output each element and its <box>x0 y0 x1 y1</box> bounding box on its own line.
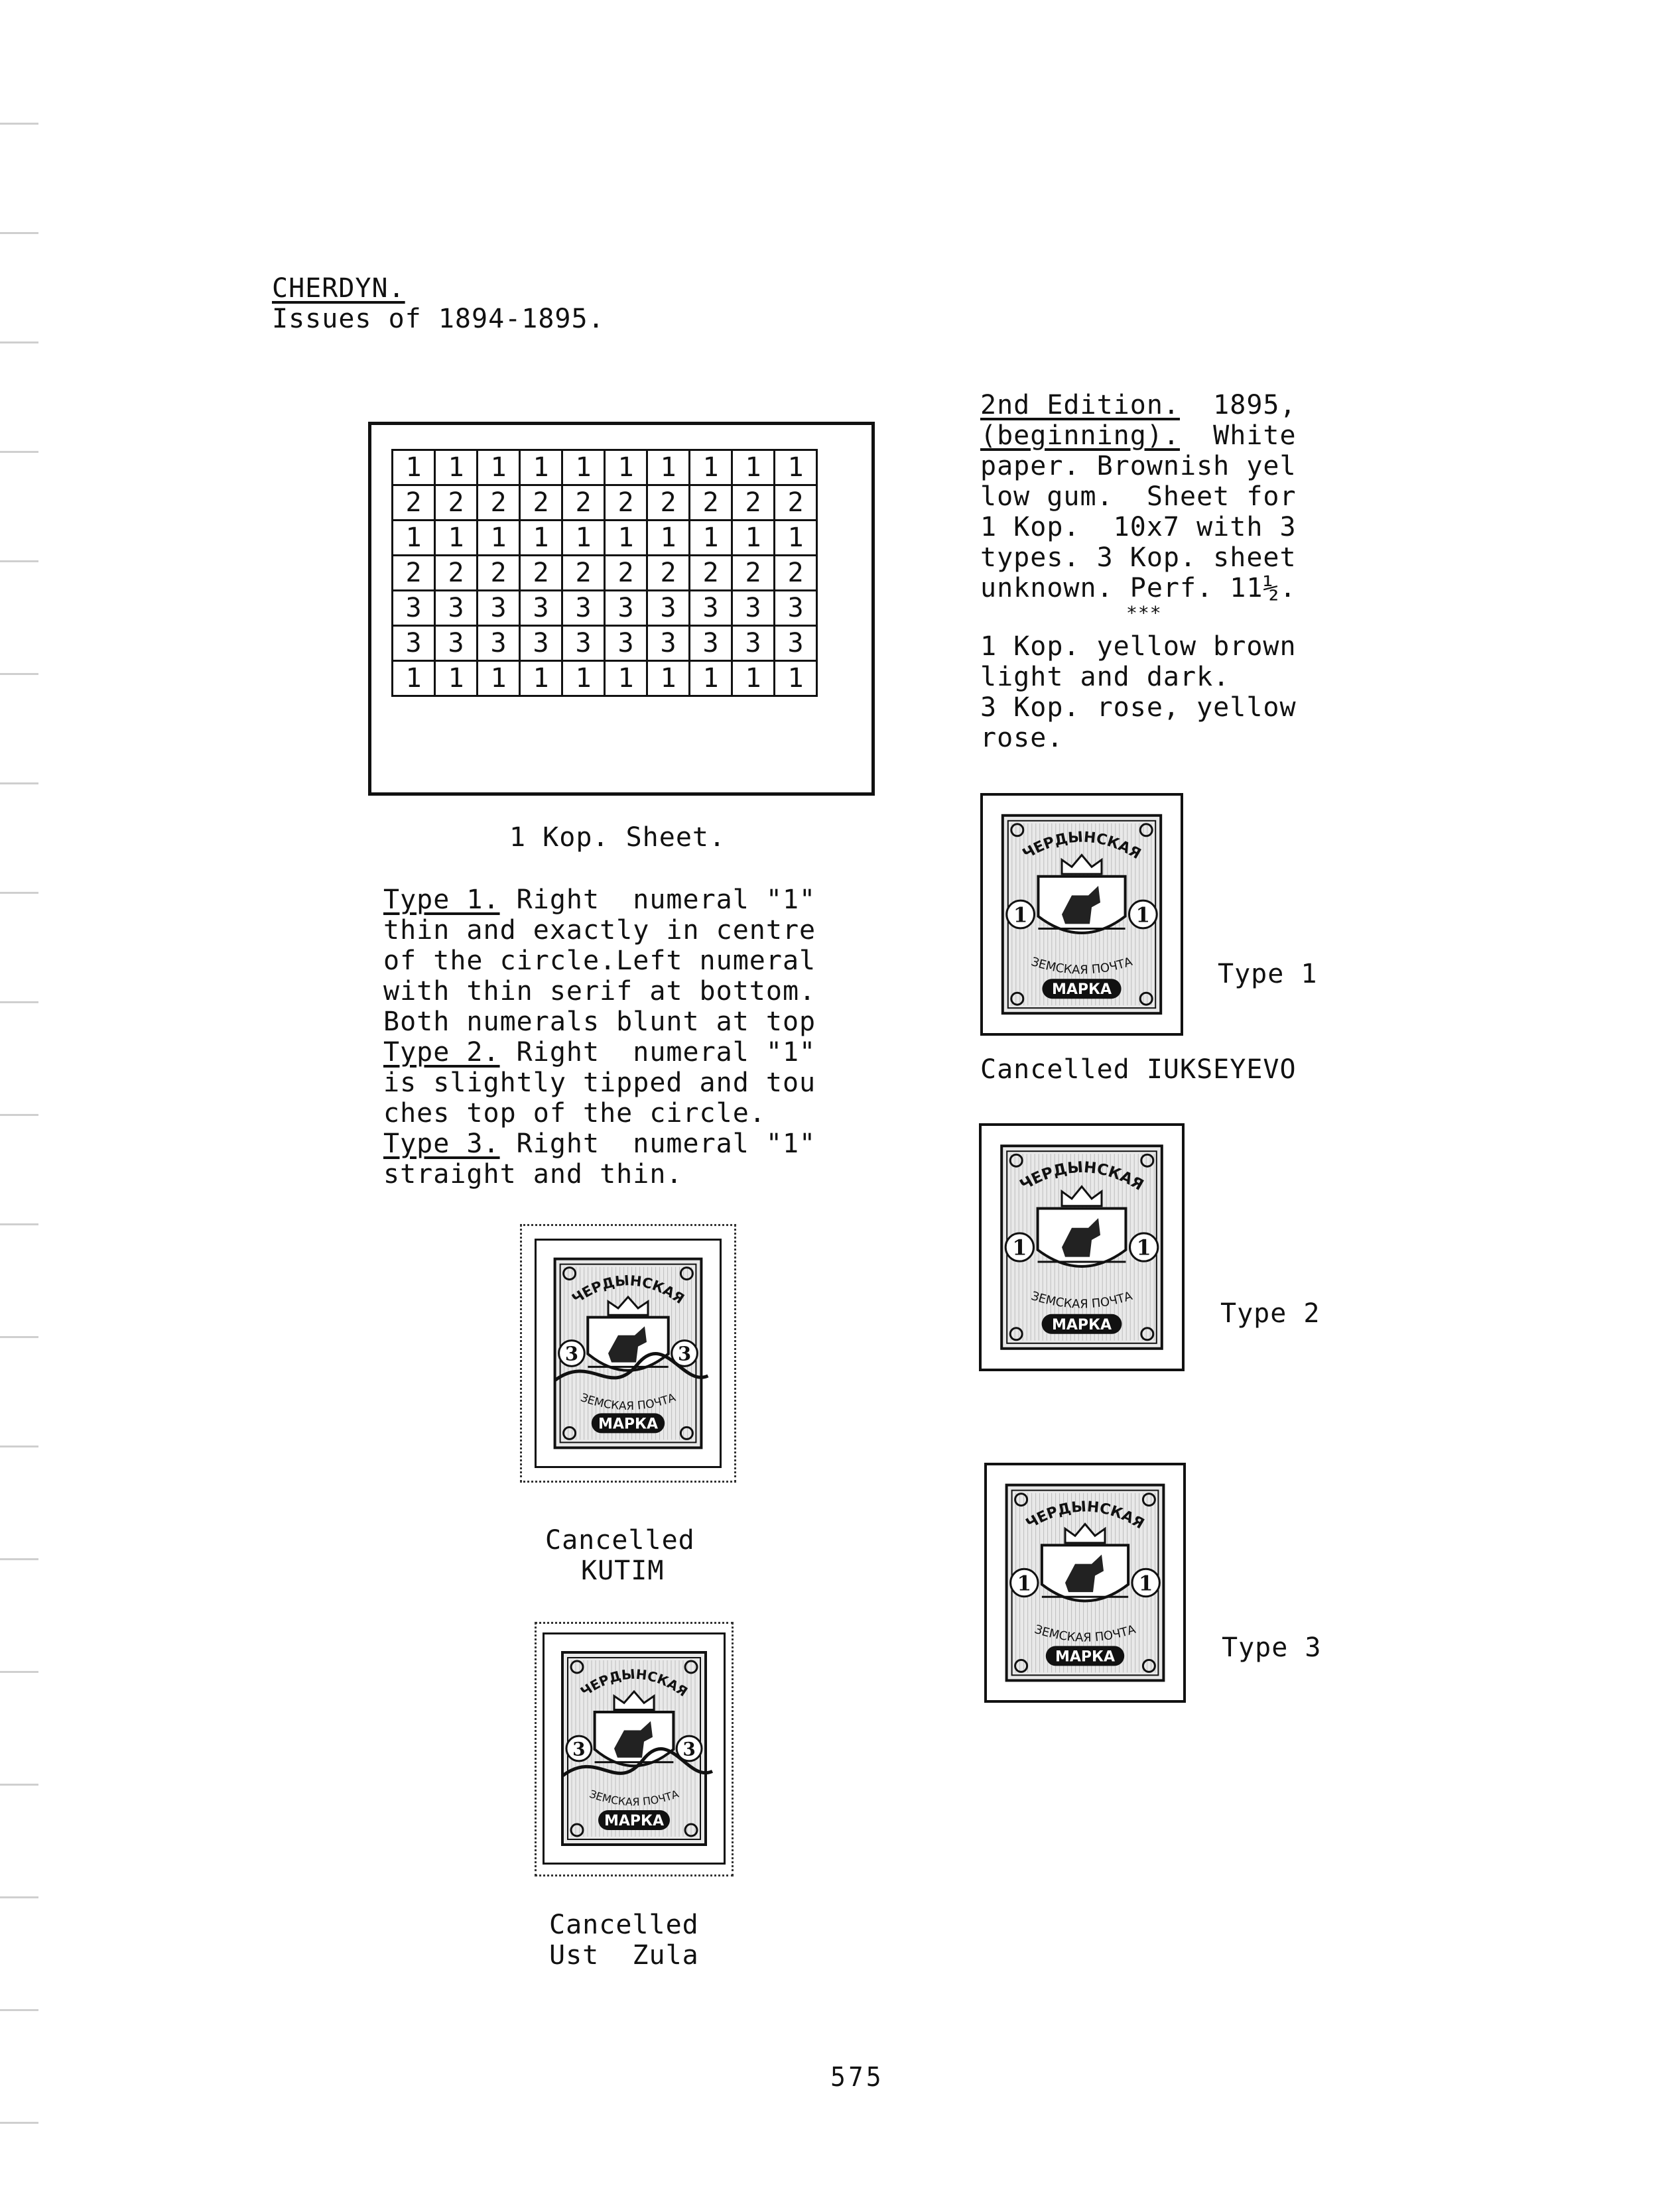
page-title: CHERDYN. <box>272 273 405 304</box>
page-number: 575 <box>830 2062 884 2093</box>
sheet-cell: 1 <box>478 450 520 485</box>
sheet-cell: 2 <box>605 556 647 591</box>
sheet-cell: 2 <box>775 485 817 521</box>
stamp-bottom-text-path: ЗЕМСКАЯ ПОЧТА <box>588 1787 680 1809</box>
binder-mark <box>0 782 38 784</box>
sheet-cell: 3 <box>478 591 520 626</box>
sheet-cell: 3 <box>478 626 520 661</box>
sheet-cell: 1 <box>520 521 562 556</box>
stamp-illustration <box>987 1465 1183 1700</box>
stamp-illustration <box>537 1241 720 1466</box>
type1-line: of the circle.Left numeral <box>383 946 816 976</box>
binder-mark <box>0 1114 38 1116</box>
value-numeral: 1 <box>1017 1571 1032 1596</box>
ust-zula-cancel-line2: Ust Zula <box>549 1940 699 1971</box>
sheet-cell: 3 <box>393 626 435 661</box>
sheet-cell: 3 <box>562 626 605 661</box>
binder-mark <box>0 1671 38 1673</box>
sheet-cell: 3 <box>732 591 775 626</box>
sheet-cell: 1 <box>435 450 478 485</box>
stamp-ust-zula-image <box>543 1632 726 1865</box>
sheet-cell: 3 <box>647 626 690 661</box>
type3-line: straight and thin. <box>383 1159 683 1190</box>
binder-mark <box>0 2122 38 2124</box>
sheet-cell: 1 <box>435 521 478 556</box>
sheet-cell: 1 <box>690 521 732 556</box>
value-numeral: 3 <box>677 1342 692 1365</box>
sheet-row <box>393 485 817 521</box>
sheet-cell: 3 <box>435 591 478 626</box>
sheet-cell: 1 <box>647 450 690 485</box>
marka-text: МАРКА <box>598 1416 659 1433</box>
kutim-cancel-line2: KUTIM <box>581 1556 665 1586</box>
stamp-type3-image <box>984 1463 1186 1703</box>
sheet-cell: 3 <box>435 626 478 661</box>
sheet-row <box>393 661 817 696</box>
sheet-cell: 1 <box>647 661 690 696</box>
color-line: 3 Kop. rose, yellow <box>980 692 1297 723</box>
binder-mark <box>0 341 38 343</box>
binder-mark <box>0 1784 38 1786</box>
sheet-cell: 3 <box>690 626 732 661</box>
sheet-cell: 1 <box>393 450 435 485</box>
sheet-cell: 3 <box>690 591 732 626</box>
sheet-cell: 2 <box>393 556 435 591</box>
sheet-row <box>393 521 817 556</box>
edition-line: unknown. Perf. 11½. <box>980 573 1297 603</box>
binder-mark <box>0 1896 38 1898</box>
sheet-cell: 2 <box>562 556 605 591</box>
stamp-type1-cancel: Cancelled IUKSEYEVO <box>980 1054 1297 1085</box>
sheet-cell: 1 <box>690 450 732 485</box>
sheet-cell: 1 <box>393 521 435 556</box>
binder-mark <box>0 1223 38 1225</box>
sheet-cell: 1 <box>562 450 605 485</box>
page-subtitle: Issues of 1894-1895. <box>272 304 605 334</box>
sheet-cell: 2 <box>393 485 435 521</box>
sheet-row <box>393 556 817 591</box>
sheet-cell: 1 <box>393 661 435 696</box>
sheet-row <box>393 450 817 485</box>
sheet-cell: 3 <box>775 591 817 626</box>
sheet-cell: 2 <box>520 556 562 591</box>
type3-label: Type 3. <box>383 1129 500 1159</box>
binder-mark <box>0 451 38 453</box>
marka-text: МАРКА <box>604 1813 665 1829</box>
type2-label: Type 2. <box>383 1037 500 1068</box>
sheet-cell: 1 <box>775 661 817 696</box>
type2-line: is slightly tipped and tou <box>383 1068 816 1098</box>
sheet-cell: 1 <box>562 661 605 696</box>
sheet-cell: 2 <box>605 485 647 521</box>
sheet-cell: 3 <box>520 591 562 626</box>
sheet-cell: 2 <box>478 485 520 521</box>
edition-line: types. 3 Kop. sheet <box>980 542 1297 573</box>
edition-label: 2nd Edition. <box>980 390 1180 420</box>
stamp-illustration <box>545 1634 724 1863</box>
value-numeral: 3 <box>564 1342 579 1365</box>
sheet-cell: 3 <box>562 591 605 626</box>
sheet-cell: 3 <box>520 626 562 661</box>
sheet-cell: 2 <box>435 485 478 521</box>
sheet-cell: 3 <box>775 626 817 661</box>
type1-line: with thin serif at bottom. <box>383 976 816 1007</box>
stamp-bottom-text-path: ЗЕМСКАЯ ПОЧТА <box>1033 1622 1137 1645</box>
sheet-cell: 2 <box>435 556 478 591</box>
sheet-cell: 2 <box>478 556 520 591</box>
binder-mark <box>0 673 38 675</box>
edition-block <box>980 390 1297 753</box>
type3-line: Right numeral "1" <box>499 1129 816 1159</box>
sheet-cell: 2 <box>562 485 605 521</box>
value-numeral: 3 <box>572 1738 586 1760</box>
sheet-row <box>393 591 817 626</box>
stamp-top-text-path: ЧЕРДЫНСКАЯ <box>1019 829 1144 863</box>
stamp-type3-caption: Type 3 <box>1222 1632 1322 1663</box>
stamp-bottom-text-path: ЗЕМСКАЯ ПОЧТА <box>1029 954 1134 977</box>
edition-line: (beginning). <box>980 420 1180 451</box>
stamp-type1-image <box>980 793 1183 1036</box>
binder-mark <box>0 1558 38 1560</box>
value-numeral: 1 <box>1012 1235 1027 1260</box>
sheet-caption: 1 Kop. Sheet. <box>509 822 726 853</box>
type1-line: Right numeral "1" <box>499 885 816 915</box>
separator: *** <box>1126 602 1162 624</box>
value-numeral: 1 <box>1136 1235 1151 1260</box>
stamp-type1-caption: Type 1 <box>1218 959 1318 989</box>
edition-line: White <box>1179 420 1297 451</box>
color-line: rose. <box>980 723 1064 753</box>
edition-line: 1895, <box>1179 390 1297 420</box>
sheet-cell: 1 <box>478 521 520 556</box>
stamp-illustration <box>983 796 1181 1033</box>
stamp-top-text-path: ЧЕРДЫНСКАЯ <box>1017 1158 1147 1194</box>
sheet-cell: 3 <box>647 591 690 626</box>
binder-mark <box>0 892 38 894</box>
type1-line: thin and exactly in centre <box>383 915 816 946</box>
kutim-cancel-line1: Cancelled <box>545 1525 695 1556</box>
stamp-bottom-text-path: ЗЕМСКАЯ ПОЧТА <box>1029 1289 1134 1312</box>
sheet-cell: 1 <box>732 521 775 556</box>
marka-text: МАРКА <box>1055 1648 1116 1666</box>
sheet-cell: 1 <box>605 661 647 696</box>
stamp-top-text-path: ЧЕРДЫНСКАЯ <box>569 1272 687 1308</box>
sheet-cell: 1 <box>775 521 817 556</box>
sheet-diagram <box>368 422 875 796</box>
sheet-cell: 1 <box>605 521 647 556</box>
sheet-cell: 1 <box>435 661 478 696</box>
marka-text: МАРКА <box>1051 981 1112 999</box>
binder-mark <box>0 123 38 125</box>
binder-mark <box>0 560 38 562</box>
stamp-illustration <box>982 1126 1182 1369</box>
marka-text: МАРКА <box>1051 1316 1112 1333</box>
sheet-row <box>393 626 817 661</box>
sheet-cell: 1 <box>775 450 817 485</box>
sheet-cell: 2 <box>690 485 732 521</box>
sheet-cell: 1 <box>690 661 732 696</box>
sheet-cell: 2 <box>775 556 817 591</box>
sheet-cell: 1 <box>562 521 605 556</box>
stamp-top-text-path: ЧЕРДЫНСКАЯ <box>1023 1499 1147 1533</box>
type-descriptions <box>383 885 816 1190</box>
ust-zula-cancel-line1: Cancelled <box>549 1910 699 1940</box>
binder-mark <box>0 1445 38 1447</box>
sheet-cell: 1 <box>520 661 562 696</box>
sheet-cell: 1 <box>520 450 562 485</box>
sheet-cell: 1 <box>605 450 647 485</box>
stamp-type2-caption: Type 2 <box>1220 1298 1320 1329</box>
sheet-cell: 3 <box>605 626 647 661</box>
value-numeral: 3 <box>682 1738 696 1760</box>
type2-line: Right numeral "1" <box>499 1037 816 1068</box>
stamp-top-text-path: ЧЕРДЫНСКАЯ <box>577 1666 691 1700</box>
type2-line: ches top of the circle. <box>383 1098 766 1129</box>
color-line: light and dark. <box>980 662 1230 692</box>
sheet-cell: 2 <box>690 556 732 591</box>
sheet-cell: 2 <box>647 556 690 591</box>
value-numeral: 1 <box>1138 1571 1153 1596</box>
sheet-cell: 1 <box>732 450 775 485</box>
binder-mark <box>0 2009 38 2011</box>
sheet-cell: 2 <box>732 556 775 591</box>
sheet-cell: 3 <box>393 591 435 626</box>
sheet-cell: 2 <box>732 485 775 521</box>
edition-line: paper. Brownish yel <box>980 451 1297 481</box>
sheet-cell: 3 <box>732 626 775 661</box>
binder-mark <box>0 1336 38 1338</box>
binder-mark <box>0 1001 38 1003</box>
stamp-kutim-image <box>535 1239 722 1468</box>
type1-label: Type 1. <box>383 885 500 915</box>
sheet-cell: 3 <box>605 591 647 626</box>
sheet-cell: 2 <box>520 485 562 521</box>
edition-line: low gum. Sheet for <box>980 481 1297 512</box>
sheet-grid <box>391 449 818 697</box>
value-numeral: 1 <box>1013 903 1028 928</box>
sheet-cell: 1 <box>478 661 520 696</box>
edition-line: 1 Kop. 10x7 with 3 <box>980 512 1297 542</box>
value-numeral: 1 <box>1135 903 1151 928</box>
color-line: 1 Kop. yellow brown <box>980 631 1297 662</box>
sheet-cell: 2 <box>647 485 690 521</box>
sheet-cell: 1 <box>732 661 775 696</box>
stamp-bottom-text-path: ЗЕМСКАЯ ПОЧТА <box>578 1391 678 1414</box>
sheet-cell: 1 <box>647 521 690 556</box>
type1-line: Both numerals blunt at top <box>383 1007 816 1037</box>
stamp-type2-image <box>979 1123 1185 1371</box>
binder-mark <box>0 232 38 234</box>
